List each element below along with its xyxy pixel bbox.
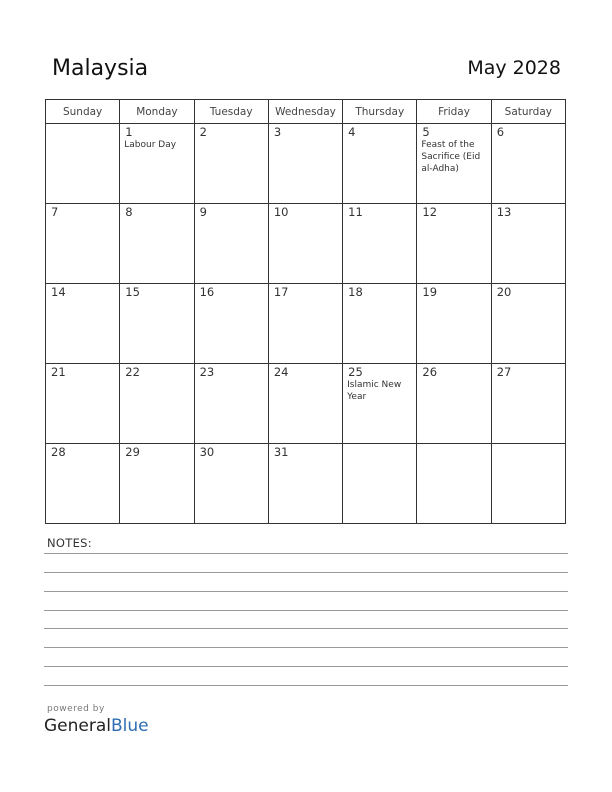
day-cell bbox=[343, 364, 417, 444]
week-row bbox=[46, 364, 566, 444]
day-cell bbox=[491, 364, 565, 444]
day-cell bbox=[46, 204, 120, 284]
country-title: Malaysia bbox=[52, 56, 149, 81]
day-cell bbox=[343, 444, 417, 524]
note-line bbox=[44, 610, 568, 611]
weekday-saturday: Saturday bbox=[491, 100, 565, 124]
day-cell bbox=[120, 284, 194, 364]
note-line bbox=[44, 591, 568, 592]
day-number: 19 bbox=[422, 285, 438, 299]
brand-general-text: General bbox=[44, 716, 111, 736]
day-number: 23 bbox=[199, 365, 215, 379]
day-number: 14 bbox=[51, 285, 66, 299]
day-number: 16 bbox=[199, 285, 215, 299]
day-cell bbox=[120, 124, 194, 204]
day-cell bbox=[417, 204, 491, 284]
day-number: 9 bbox=[199, 205, 207, 219]
day-cell bbox=[120, 364, 194, 444]
day-cell bbox=[268, 284, 342, 364]
note-line bbox=[44, 685, 568, 686]
day-cell bbox=[46, 284, 120, 364]
day-number: 28 bbox=[51, 445, 66, 459]
week-row bbox=[46, 124, 566, 204]
day-cell bbox=[417, 284, 491, 364]
day-number: 7 bbox=[51, 205, 59, 219]
note-line bbox=[44, 572, 568, 573]
day-cell bbox=[417, 444, 491, 524]
week-row bbox=[46, 204, 566, 284]
day-number: 27 bbox=[496, 365, 512, 379]
day-cell bbox=[343, 284, 417, 364]
day-number: 26 bbox=[422, 365, 438, 379]
day-number: 6 bbox=[496, 125, 505, 139]
day-number: 3 bbox=[273, 125, 282, 139]
day-number: 13 bbox=[496, 205, 512, 219]
day-number: 8 bbox=[125, 205, 133, 219]
day-cell bbox=[194, 364, 268, 444]
day-number: 24 bbox=[273, 365, 289, 379]
day-cell bbox=[268, 204, 342, 284]
day-cell bbox=[491, 204, 565, 284]
holiday-label: Islamic New Year bbox=[347, 380, 402, 402]
day-number: 29 bbox=[125, 445, 140, 459]
day-cell bbox=[491, 444, 565, 524]
day-cell bbox=[343, 204, 417, 284]
generalblue-logo[interactable] bbox=[44, 716, 149, 736]
calendar-grid bbox=[45, 99, 566, 524]
day-cell bbox=[120, 204, 194, 284]
day-cell bbox=[46, 364, 120, 444]
weekday-thursday: Thursday bbox=[343, 100, 417, 124]
day-cell bbox=[417, 364, 491, 444]
day-number: 31 bbox=[273, 445, 289, 459]
day-number: 10 bbox=[273, 205, 289, 219]
day-cell bbox=[268, 444, 342, 524]
day-number: 15 bbox=[125, 285, 140, 299]
day-cell bbox=[46, 444, 120, 524]
day-number: 21 bbox=[51, 365, 66, 379]
day-cell bbox=[417, 124, 491, 204]
day-number: 5 bbox=[422, 125, 430, 139]
month-year-title: May 2028 bbox=[467, 57, 561, 79]
day-cell bbox=[491, 284, 565, 364]
day-number: 17 bbox=[273, 285, 289, 299]
note-line bbox=[44, 553, 568, 554]
holiday-label: Feast of the Sacrifice (Eid al-Adha) bbox=[421, 140, 481, 174]
weekday-friday: Friday bbox=[417, 100, 491, 124]
week-row bbox=[46, 284, 566, 364]
day-number: 2 bbox=[199, 125, 207, 139]
weekday-header-row bbox=[46, 100, 566, 124]
weekday-wednesday: Wednesday bbox=[268, 100, 342, 124]
day-number: 18 bbox=[348, 285, 363, 299]
day-cell bbox=[194, 204, 268, 284]
powered-by-text: powered by bbox=[47, 704, 105, 714]
notes-label: NOTES: bbox=[47, 536, 92, 550]
day-number: 20 bbox=[496, 285, 512, 299]
weekday-tuesday: Tuesday bbox=[194, 100, 268, 124]
brand-blue-text: Blue bbox=[111, 716, 149, 736]
holiday-label: Labour Day bbox=[124, 140, 177, 150]
note-line bbox=[44, 666, 568, 667]
day-cell bbox=[194, 444, 268, 524]
week-row bbox=[46, 444, 566, 524]
note-line bbox=[44, 628, 568, 629]
day-number: 4 bbox=[348, 125, 356, 139]
weekday-monday: Monday bbox=[120, 100, 194, 124]
day-cell bbox=[491, 124, 565, 204]
day-number: 1 bbox=[125, 125, 133, 139]
day-cell bbox=[120, 444, 194, 524]
day-cell bbox=[46, 124, 120, 204]
day-number: 22 bbox=[125, 365, 140, 379]
day-number: 11 bbox=[348, 205, 363, 219]
day-cell bbox=[268, 124, 342, 204]
day-cell bbox=[343, 124, 417, 204]
day-cell bbox=[194, 124, 268, 204]
day-number: 30 bbox=[199, 445, 215, 459]
weekday-sunday: Sunday bbox=[46, 100, 120, 124]
note-line bbox=[44, 647, 568, 648]
day-number: 12 bbox=[422, 205, 438, 219]
day-cell bbox=[194, 284, 268, 364]
day-cell bbox=[268, 364, 342, 444]
day-number: 25 bbox=[348, 365, 363, 379]
